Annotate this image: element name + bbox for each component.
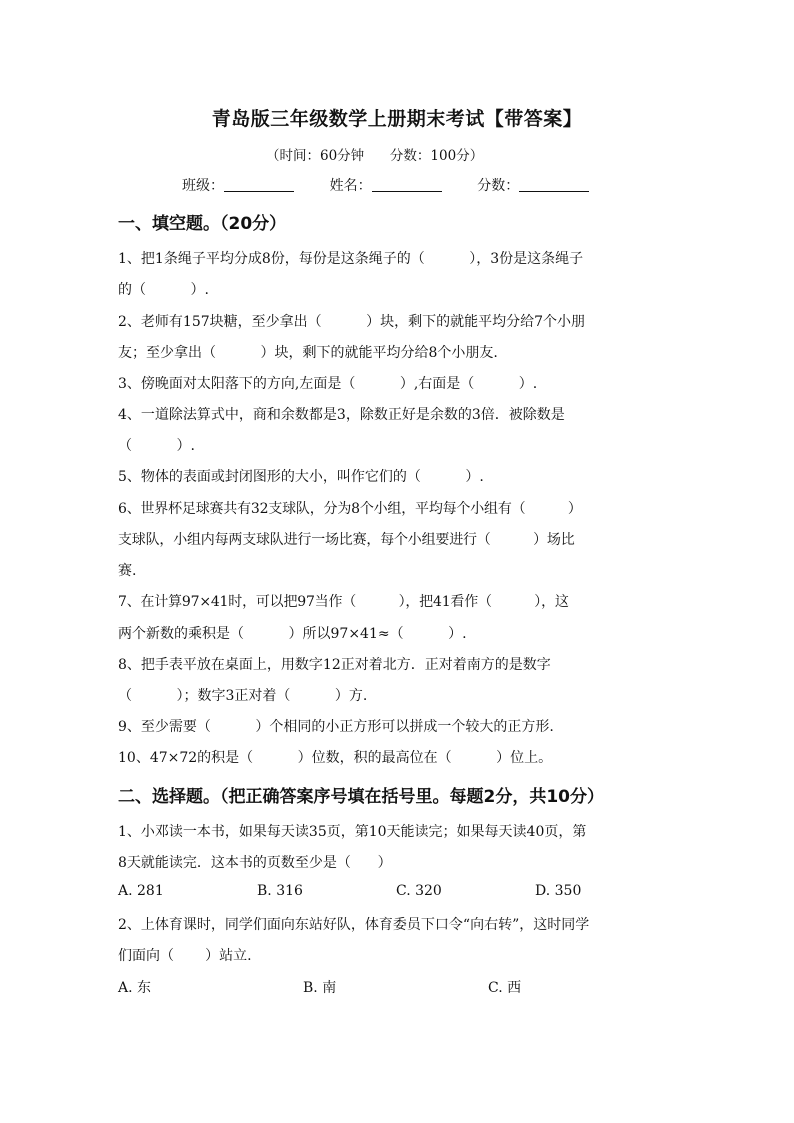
question-line: 支球队，小组内每两支球队进行一场比赛，每个小组要进行（ ）场比 xyxy=(118,532,575,548)
page-title: 青岛版三年级数学上册期末考试【带答案】 xyxy=(211,108,583,130)
question-line: 赛. xyxy=(118,563,137,579)
option-b: B. 316 xyxy=(257,883,303,899)
section-heading-fill-in: 一、填空题。（20分） xyxy=(118,214,287,234)
question-line: 4、一道除法算式中，商和余数都是3，除数正好是余数的3倍．被除数是 xyxy=(118,407,565,423)
name-label: 姓名： xyxy=(329,178,372,194)
question-line: 9、至少需要（ ）个相同的小正方形可以拼成一个较大的正方形. xyxy=(118,719,554,735)
question-line: 友；至少拿出（ ）块，剩下的就能平均分给8个小朋友. xyxy=(118,345,498,361)
question-line: 2、上体育课时，同学们面向东站好队，体育委员下口令“向右转”，这时同学 xyxy=(118,917,590,933)
question-line: 3、傍晚面对太阳落下的方向,左面是（ ）,右面是（ ）. xyxy=(118,376,538,392)
question-line: 的（ ）. xyxy=(118,282,209,298)
name-blank xyxy=(372,177,442,192)
option-d: D. 350 xyxy=(535,883,582,899)
option-c: C. 320 xyxy=(396,883,442,899)
exam-time-score: （时间：60分钟 分数：100分） xyxy=(266,148,484,164)
question-line: 们面向（ ）站立. xyxy=(118,948,252,964)
question-line: 1、把1条绳子平均分成8份，每份是这条绳子的（ ），3份是这条绳子 xyxy=(118,251,584,267)
question-line: 1、小邓读一本书，如果每天读35页，第10天能读完；如果每天读40页，第 xyxy=(118,824,587,840)
class-label: 班级： xyxy=(182,178,224,194)
question-line: 8、把手表平放在桌面上，用数字12正对着北方．正对着南方的是数字 xyxy=(118,657,551,673)
option-b: B. 南 xyxy=(303,980,337,996)
question-line: （ ）；数字3正对着（ ）方. xyxy=(118,688,368,704)
option-a: A. 东 xyxy=(118,980,152,996)
student-info-row xyxy=(182,175,589,195)
score-blank xyxy=(519,177,589,192)
question-line: 10、47×72的积是（ ）位数，积的最高位在（ ）位上。 xyxy=(118,750,553,766)
question-line: 6、世界杯足球赛共有32支球队，分为8个小组，平均每个小组有（ ） xyxy=(118,501,582,517)
option-c: C. 西 xyxy=(488,980,522,996)
question-line: 两个新数的乘积是（ ）所以97×41≈（ ）. xyxy=(118,626,467,642)
question-line: （ ）. xyxy=(118,438,195,454)
score-label: 分数： xyxy=(477,178,520,194)
option-a: A. 281 xyxy=(118,883,164,899)
question-line: 2、老师有157块糖，至少拿出（ ）块，剩下的就能平均分给7个小朋 xyxy=(118,314,586,330)
question-line: 7、在计算97×41时，可以把97当作（ ），把41看作（ ），这 xyxy=(118,594,569,610)
class-blank xyxy=(224,177,294,192)
question-line: 8天就能读完．这本书的页数至少是（ ） xyxy=(118,855,392,871)
question-line: 5、物体的表面或封闭图形的大小，叫作它们的（ ）. xyxy=(118,469,484,485)
section-heading-multiple-choice: 二、选择题。（把正确答案序号填在括号里。每题2分，共10分） xyxy=(118,787,604,807)
